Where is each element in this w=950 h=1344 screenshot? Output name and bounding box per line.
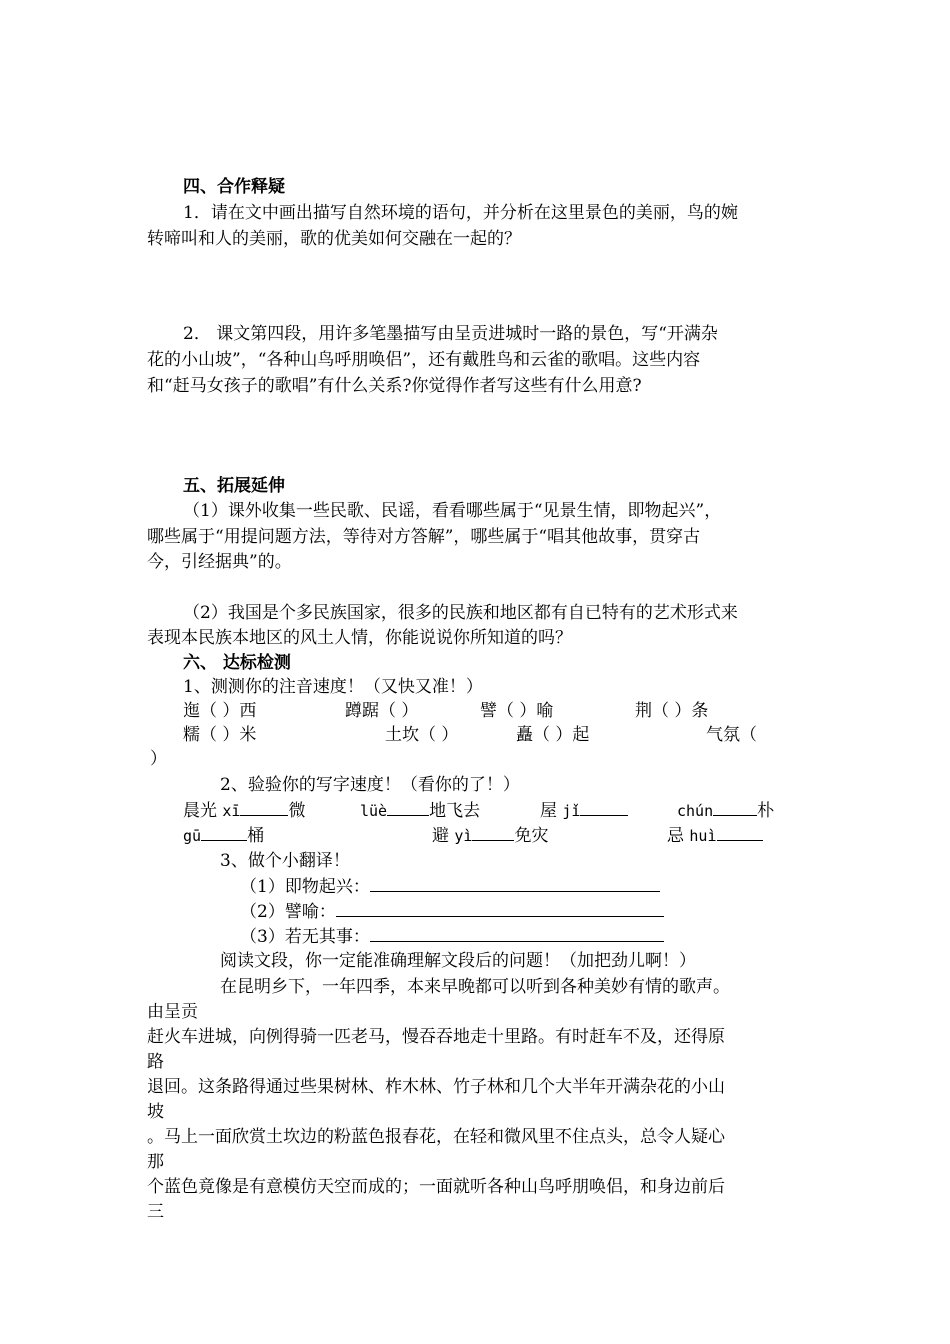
translation-item: （1）即物起兴： [240, 873, 660, 900]
answer-blank[interactable] [387, 797, 429, 816]
pinyin-item-tail: ） [150, 749, 167, 769]
pinyin: gū [183, 827, 202, 845]
answer-blank[interactable] [713, 797, 757, 816]
reading-line: 三 [147, 1202, 164, 1222]
writing-test-title: 2、验验你的写字速度！（看你的了！） [220, 775, 520, 795]
reading-line: 。马上一面欣赏土坎边的粉蓝色报春花，在轻和微风里不住点头，总令人疑心 [147, 1127, 725, 1147]
section-6-title: 六、 达标检测 [183, 653, 291, 673]
pinyin-test-title: 1、测测你的注音速度！（又快又准！） [183, 677, 483, 697]
answer-blank[interactable] [336, 898, 664, 917]
answer-blank[interactable] [472, 822, 514, 841]
extension-1-line-2: 哪些属于“用提问题方法，等待对方答解”，哪些属于“唱其他故事，贯穿古 [147, 527, 701, 547]
pinyin-item: 迤（ ）西 [183, 701, 257, 721]
answer-blank[interactable] [201, 822, 247, 841]
translation-item: （3）若无其事： [240, 923, 664, 950]
answer-blank[interactable] [370, 873, 660, 892]
pinyin: xī [222, 802, 241, 820]
reading-line: 那 [147, 1152, 164, 1172]
extension-2-line-2: 表现本民族本地区的风土人情，你能说说你所知道的吗？ [147, 628, 572, 648]
pinyin-item: 矗（ ）起 [516, 725, 590, 745]
reading-line: 由呈贡 [147, 1002, 198, 1022]
writing-item: chún 朴 [677, 797, 774, 824]
reading-line: 赶火车进城，向例得骑一匹老马，慢吞吞地走十里路。有时赶车不及，还得原 [147, 1027, 725, 1047]
section-5-title: 五、拓展延伸 [183, 476, 285, 496]
answer-blank[interactable] [717, 822, 763, 841]
pinyin: chún [677, 802, 714, 820]
translation-item: （2）譬喻： [240, 898, 664, 925]
translation-test-title: 3、做个小翻译！ [220, 851, 350, 871]
reading-line: 退回。这条路得通过些果树林、柞木林、竹子林和几个大半年开满杂花的小山 [147, 1077, 725, 1097]
writing-item: 屋 jǐ [540, 797, 628, 824]
answer-blank[interactable] [240, 797, 288, 816]
pinyin-item: 土坎（ ） [385, 725, 459, 745]
answer-blank[interactable] [370, 923, 664, 942]
reading-instruction: 阅读文段，你一定能准确理解文段后的问题！（加把劲儿啊！） [220, 951, 696, 971]
pinyin-item: 蹲踞（ ） [345, 701, 419, 721]
pinyin-item: 气氛（ [706, 725, 757, 745]
writing-item: 晨光 xī 微 [183, 797, 305, 824]
writing-item: 避 yì 免灾 [432, 822, 548, 849]
reading-line: 在昆明乡下，一年四季，本来早晚都可以听到各种美妙有情的歌声。 [220, 977, 730, 997]
answer-blank[interactable] [580, 797, 628, 816]
extension-1-line-1: （1）课外收集一些民歌、民谣，看看哪些属于“见景生情，即物起兴”， [183, 501, 722, 521]
section-4-title: 四、合作释疑 [183, 177, 285, 197]
pinyin: huì [689, 827, 717, 845]
reading-line: 路 [147, 1052, 164, 1072]
pinyin-item: 譬（ ）喻 [480, 701, 554, 721]
pinyin: yì [454, 827, 473, 845]
pinyin-item: 荆（ ）条 [635, 701, 709, 721]
pinyin-item: 糯（ ）米 [183, 725, 257, 745]
writing-item: 忌 huì [667, 822, 763, 849]
question-2-line-3: 和“赶马女孩子的歌唱”有什么关系?你觉得作者写这些有什么用意? [147, 376, 642, 396]
question-2-line-2: 花的小山坡”，“各种山鸟呼朋唤侣”，还有戴胜鸟和云雀的歌唱。这些内容 [147, 350, 701, 370]
pinyin: lüè [360, 802, 388, 820]
pinyin: jǐ [562, 802, 581, 820]
question-2-line-1: 2． 课文第四段，用许多笔墨描写由呈贡进城时一路的景色，写“开满杂 [183, 324, 718, 344]
question-1-line-1: 1．请在文中画出描写自然环境的语句，并分析在这里景色的美丽，鸟的婉 [183, 203, 738, 223]
writing-item: lüè 地飞去 [360, 797, 480, 824]
question-1-line-2: 转啼叫和人的美丽，歌的优美如何交融在一起的？ [147, 229, 521, 249]
writing-item: gū 桶 [183, 822, 264, 849]
reading-line: 坡 [147, 1102, 164, 1122]
extension-2-line-1: （2）我国是个多民族国家，很多的民族和地区都有自已特有的艺术形式来 [183, 603, 738, 623]
reading-line: 个蓝色竟像是有意模仿天空而成的；一面就听各种山鸟呼朋唤侣，和身边前后 [147, 1177, 725, 1197]
extension-1-line-3: 今，引经据典”的。 [147, 552, 292, 572]
